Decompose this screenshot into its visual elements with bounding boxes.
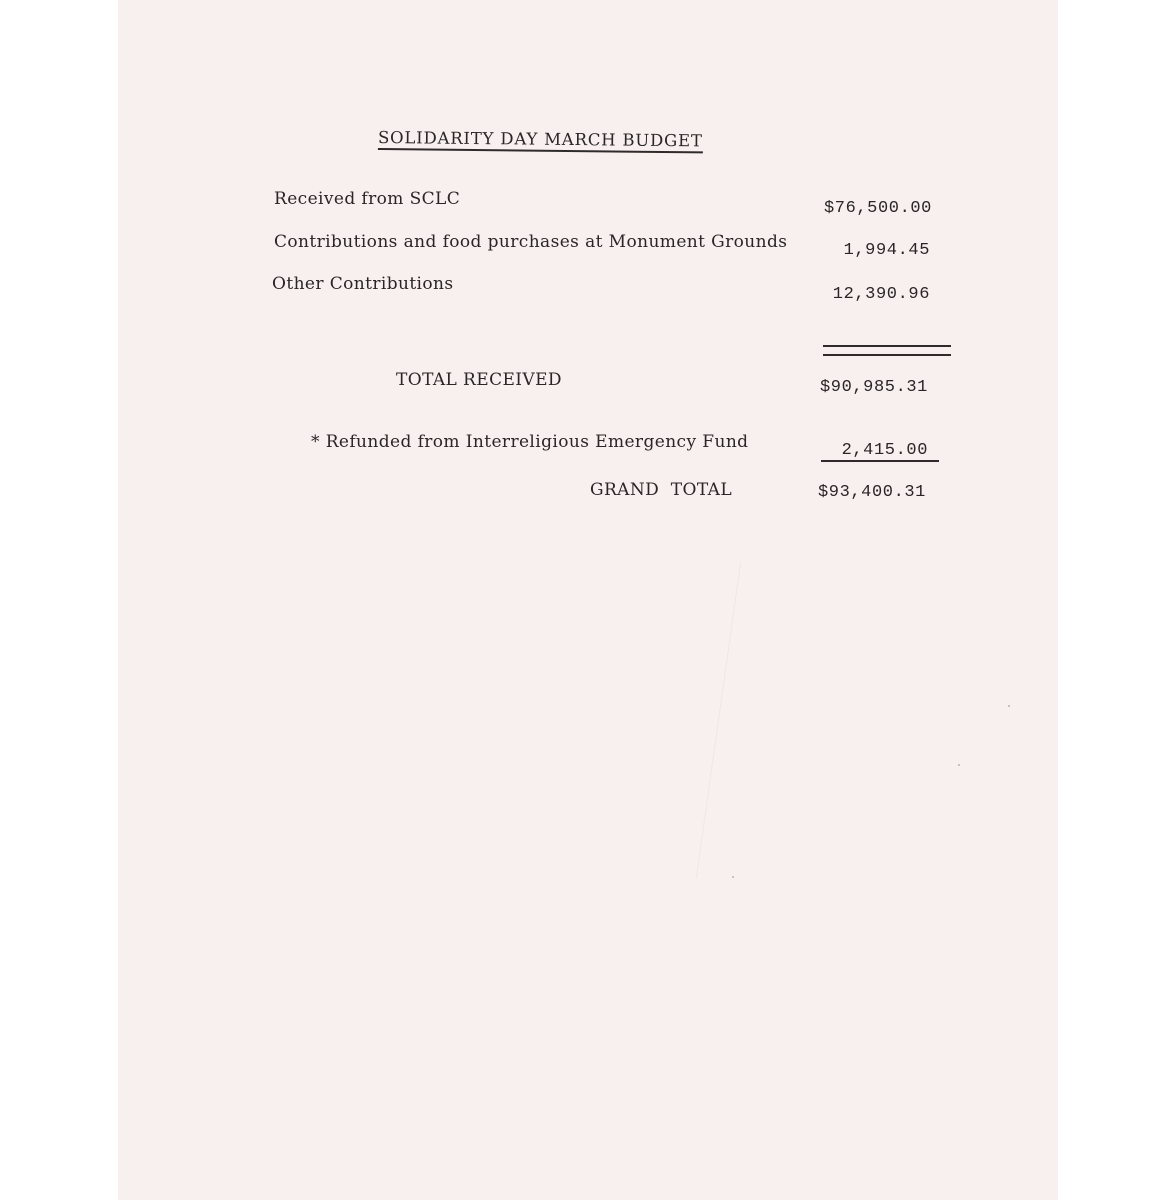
document-title: SOLIDARITY DAY MARCH BUDGET xyxy=(378,128,703,153)
row-label-other-contributions: Other Contributions xyxy=(272,274,454,294)
row-amount-sclc: $76,500.00 xyxy=(823,199,932,218)
refund-amount: 2,415.00 xyxy=(841,441,928,460)
paper-speck xyxy=(732,876,734,878)
double-rule-top xyxy=(823,345,951,347)
document-page xyxy=(118,0,1058,1200)
double-rule-bottom xyxy=(823,354,951,356)
grand-total-amount: $93,400.31 xyxy=(817,483,926,502)
paper-speck xyxy=(1008,705,1010,707)
total-received-label: TOTAL RECEIVED xyxy=(396,370,562,390)
row-label-sclc: Received from SCLC xyxy=(274,189,461,209)
grand-total-label: GRAND TOTAL xyxy=(590,480,733,500)
row-amount-other-contributions: 12,390.96 xyxy=(832,285,930,304)
row-label-contributions-food: Contributions and food purchases at Monument Grounds xyxy=(274,232,788,252)
refund-label: * Refunded from Interreligious Emergency Fund xyxy=(311,432,749,452)
paper-speck xyxy=(958,764,960,766)
paper-crease xyxy=(696,561,742,878)
row-amount-contributions-food: 1,994.45 xyxy=(843,241,930,260)
refund-underline xyxy=(821,460,939,462)
total-received-amount: $90,985.31 xyxy=(819,378,928,397)
